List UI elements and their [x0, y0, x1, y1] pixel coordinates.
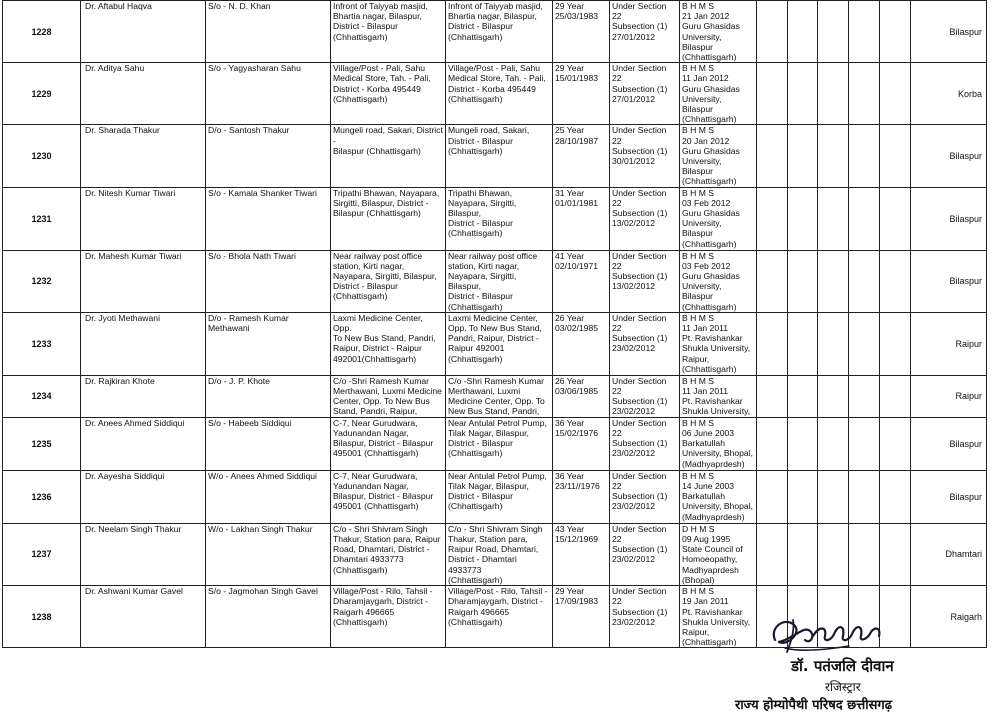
qualification-cell: B H M S 20 Jan 2012 Guru Ghasidas University, Bilaspur (Chhattisgarh): [680, 125, 757, 187]
age-dob-cell: 26 Year 03/02/1985: [553, 312, 610, 375]
registration-section-cell: Under Section 22 Subsection (1) 23/02/2012: [610, 523, 680, 585]
district-cell: Bilaspur: [911, 470, 987, 523]
registration-section-cell: Under Section 22 Subsection (1) 27/01/2012: [610, 63, 680, 125]
registrar-signature-block: [705, 612, 995, 713]
district-cell: Bilaspur: [911, 250, 987, 312]
age-dob-cell: 26 Year 03/06/1985: [553, 375, 610, 417]
blank-cell: [849, 1, 880, 63]
blank-cell: [757, 250, 788, 312]
registration-section-cell: Under Section 22 Subsection (1) 23/02/2012: [610, 375, 680, 417]
table-row: [3, 470, 987, 523]
name-cell: Dr. Aayesha Siddiqui: [81, 470, 206, 523]
address-permanent-cell: C/o - Shri Shivram Singh Thakur, Station para, Raipur Road, Dhamtari, District - Dhamtari 4933773 (Chhattisgarh): [331, 523, 446, 585]
table-row: [3, 417, 987, 470]
address-permanent-cell: C-7, Near Gurudwara, Yadunandan Nagar, Bilaspur, District - Bilaspur 495001 (Chhattisgarh): [331, 470, 446, 523]
address-permanent-cell: C/o -Shri Ramesh Kumar Merthawani, Luxmi Medicine Center, Opp. To New Bus Stand, Pandri, Raipur,: [331, 375, 446, 417]
address-permanent-cell: Near railway post office station, Kirti nagar, Nayapara, Sirgitti, Bilaspur, District - Bilaspur (Chhattisgarh): [331, 250, 446, 312]
blank-cell: [818, 250, 849, 312]
registration-section-cell: Under Section 22 Subsection (1) 13/02/2012: [610, 250, 680, 312]
address-present-cell: Infront of Taiyyab masjid, Bhartia nagar, Bilaspur, District - Bilaspur (Chhattisgarh): [446, 1, 553, 63]
qualification-cell: B H M S 06 June 2003 Barkatullah University, Bhopal, (Madhyaprdesh): [680, 417, 757, 470]
blank-cell: [788, 1, 818, 63]
address-present-cell: Tripathi Bhawan, Nayapara, Sirgitti, Bilaspur, District - Bilaspur (Chhattisgarh): [446, 187, 553, 250]
age-dob-cell: 29 Year 15/01/1983: [553, 63, 610, 125]
serial-number: 1234: [3, 375, 81, 417]
blank-cell: [880, 470, 911, 523]
blank-cell: [788, 63, 818, 125]
address-present-cell: C/o - Shri Shivram Singh Thakur, Station para, Raipur Road, Dhamtari, District - Dhamtari 4933773 (Chhattisgarh): [446, 523, 553, 585]
qualification-cell: B H M S 19 Jan 2011 Pt. Ravishankar Shukla University, Raipur, (Chhattisgarh): [680, 586, 757, 648]
address-permanent-cell: Infront of Taiyyab masjid, Bhartia nagar, Bilaspur, District - Bilaspur (Chhattisgarh): [331, 1, 446, 63]
registration-table: [2, 0, 987, 648]
blank-cell: [849, 417, 880, 470]
name-cell: Dr. Aftabul Haqva: [81, 1, 206, 63]
blank-cell: [788, 470, 818, 523]
relation-cell: W/o - Anees Ahmed Siddiqui: [206, 470, 331, 523]
qualification-cell: B H M S 11 Jan 2011 Pt. Ravishankar Shukla University,: [680, 375, 757, 417]
name-cell: Dr. Rajkiran Khote: [81, 375, 206, 417]
blank-cell: [849, 312, 880, 375]
blank-cell: [818, 187, 849, 250]
blank-cell: [880, 250, 911, 312]
table-row: [3, 375, 987, 417]
age-dob-cell: 43 Year 15/12/1969: [553, 523, 610, 585]
blank-cell: [818, 375, 849, 417]
blank-cell: [757, 417, 788, 470]
registration-section-cell: Under Section 22 Subsection (1) 27/01/2012: [610, 1, 680, 63]
blank-cell: [880, 187, 911, 250]
qualification-cell: B H M S 03 Feb 2012 Guru Ghasidas University, Bilaspur (Chhattisgarh): [680, 250, 757, 312]
blank-cell: [757, 375, 788, 417]
qualification-cell: D H M S 09 Aug 1995 State Council of Homoeopathy, Madhyaprdesh (Bhopal): [680, 523, 757, 585]
age-dob-cell: 29 Year 17/09/1983: [553, 586, 610, 648]
serial-number: 1228: [3, 1, 81, 63]
address-permanent-cell: Tripathi Bhawan, Nayapara, Sirgitti, Bilaspur, District - Bilaspur (Chhattisgarh): [331, 187, 446, 250]
blank-cell: [849, 250, 880, 312]
relation-cell: S/o - Yagyasharan Sahu: [206, 63, 331, 125]
name-cell: Dr. Nitesh Kumar Tiwari: [81, 187, 206, 250]
registrar-name: डॉ. पतंजलि दीवान: [791, 657, 894, 675]
address-permanent-cell: Mungeli road, Sakari, District - Bilaspur (Chhattisgarh): [331, 125, 446, 187]
blank-cell: [880, 63, 911, 125]
blank-cell: [757, 470, 788, 523]
relation-cell: D/o - Santosh Thakur: [206, 125, 331, 187]
district-cell: Bilaspur: [911, 125, 987, 187]
name-cell: Dr. Aditya Sahu: [81, 63, 206, 125]
relation-cell: D/o - Ramesh Kumar Methawani: [206, 312, 331, 375]
blank-cell: [818, 63, 849, 125]
blank-cell: [818, 523, 849, 585]
blank-cell: [788, 125, 818, 187]
blank-cell: [788, 312, 818, 375]
age-dob-cell: 31 Year 01/01/1981: [553, 187, 610, 250]
blank-cell: [788, 523, 818, 585]
blank-cell: [788, 187, 818, 250]
address-present-cell: C/o -Shri Ramesh Kumar Merthawani, Luxmi Medicine Center, Opp. To New Bus Stand, Pandri,: [446, 375, 553, 417]
registration-section-cell: Under Section 22 Subsection (1) 23/02/2012: [610, 586, 680, 648]
blank-cell: [880, 1, 911, 63]
serial-number: 1233: [3, 312, 81, 375]
district-cell: Raigarh: [911, 586, 987, 648]
blank-cell: [757, 523, 788, 585]
qualification-cell: B H M S 21 Jan 2012 Guru Ghasidas University, Bilaspur (Chhattisgarh): [680, 1, 757, 63]
blank-cell: [849, 125, 880, 187]
table-body: [3, 1, 987, 648]
serial-number: 1236: [3, 470, 81, 523]
blank-cell: [880, 417, 911, 470]
name-cell: Dr. Neelam Singh Thakur: [81, 523, 206, 585]
address-present-cell: Near Antulal Petrol Pump, Tilak Nagar, Bilaspur, District - Bilaspur (Chhattisgarh): [446, 417, 553, 470]
registration-section-cell: Under Section 22 Subsection (1) 23/02/2012: [610, 312, 680, 375]
serial-number: 1235: [3, 417, 81, 470]
age-dob-cell: 41 Year 02/10/1971: [553, 250, 610, 312]
blank-cell: [880, 125, 911, 187]
address-permanent-cell: Village/Post - Rilo, Tahsil - Dharamjaygarh, District - Raigarh 496665 (Chhattisgarh): [331, 586, 446, 648]
serial-number: 1229: [3, 63, 81, 125]
registration-section-cell: Under Section 22 Subsection (1) 30/01/2012: [610, 125, 680, 187]
table-row: [3, 523, 987, 585]
serial-number: 1238: [3, 586, 81, 648]
serial-number: 1230: [3, 125, 81, 187]
table-row: [3, 312, 987, 375]
blank-cell: [757, 312, 788, 375]
blank-cell: [849, 63, 880, 125]
district-cell: Raipur: [911, 375, 987, 417]
blank-cell: [788, 417, 818, 470]
age-dob-cell: 29 Year 25/03/1983: [553, 1, 610, 63]
blank-cell: [757, 63, 788, 125]
name-cell: Dr. Sharada Thakur: [81, 125, 206, 187]
relation-cell: D/o - J. P. Khote: [206, 375, 331, 417]
registration-section-cell: Under Section 22 Subsection (1) 23/02/2012: [610, 417, 680, 470]
blank-cell: [818, 417, 849, 470]
address-present-cell: Village/Post - Pali, Sahu Medical Store, Tah. - Pali, District - Korba 495449 (Chhattisgarh): [446, 63, 553, 125]
blank-cell: [849, 470, 880, 523]
qualification-cell: B H M S 03 Feb 2012 Guru Ghasidas University, Bilaspur (Chhattisgarh): [680, 187, 757, 250]
address-present-cell: Mungeli road, Sakari, District - Bilaspur (Chhattisgarh): [446, 125, 553, 187]
table-row: [3, 63, 987, 125]
address-permanent-cell: Village/Post - Pali, Sahu Medical Store, Tah. - Pali, District - Korba 495449 (Chhattisgarh): [331, 63, 446, 125]
district-cell: Raipur: [911, 312, 987, 375]
table-row: [3, 250, 987, 312]
address-present-cell: Village/Post - Rilo, Tahsil - Dharamjaygarh, District - Raigarh 496665 (Chhattisgarh): [446, 586, 553, 648]
name-cell: Dr. Ashwani Kumar Gavel: [81, 586, 206, 648]
blank-cell: [818, 470, 849, 523]
age-dob-cell: 36 Year 15/02/1976: [553, 417, 610, 470]
district-cell: Bilaspur: [911, 1, 987, 63]
qualification-cell: B H M S 11 Jan 2011 Pt. Ravishankar Shukla University, Raipur, (Chhattisgarh): [680, 312, 757, 375]
district-cell: Dhamtari: [911, 523, 987, 585]
relation-cell: S/o - Jagmohan Singh Gavel: [206, 586, 331, 648]
blank-cell: [849, 187, 880, 250]
qualification-cell: B H M S 11 Jan 2012 Guru Ghasidas University, Bilaspur (Chhattisgarh): [680, 63, 757, 125]
address-present-cell: Near Antulal Petrol Pump, Tilak Nagar, Bilaspur, District - Bilaspur (Chhattisgarh): [446, 470, 553, 523]
blank-cell: [788, 375, 818, 417]
blank-cell: [849, 375, 880, 417]
blank-cell: [818, 1, 849, 63]
blank-cell: [757, 125, 788, 187]
council-name: राज्य होम्योपैथी परिषद छत्तीसगढ़: [735, 698, 893, 713]
serial-number: 1232: [3, 250, 81, 312]
blank-cell: [757, 187, 788, 250]
age-dob-cell: 36 Year 23/11//1976: [553, 470, 610, 523]
district-cell: Korba: [911, 63, 987, 125]
blank-cell: [880, 523, 911, 585]
handwritten-signature: [765, 612, 905, 656]
district-cell: Bilaspur: [911, 187, 987, 250]
table-row: [3, 187, 987, 250]
age-dob-cell: 25 Year 28/10/1987: [553, 125, 610, 187]
serial-number: 1237: [3, 523, 81, 585]
district-cell: Bilaspur: [911, 417, 987, 470]
serial-number: 1231: [3, 187, 81, 250]
relation-cell: S/o - Habeeb Siddiqui: [206, 417, 331, 470]
relation-cell: S/o - Kamala Shanker Tiwari: [206, 187, 331, 250]
blank-cell: [818, 125, 849, 187]
table-row: [3, 125, 987, 187]
address-permanent-cell: Laxmi Medicine Center, Opp. To New Bus Stand, Pandri, Raipur, District - Raipur 492001(Chhattisgarh): [331, 312, 446, 375]
blank-cell: [849, 523, 880, 585]
relation-cell: S/o - Bhola Nath Tiwari: [206, 250, 331, 312]
name-cell: Dr. Mahesh Kumar Tiwari: [81, 250, 206, 312]
registration-section-cell: Under Section 22 Subsection (1) 23/02/2012: [610, 470, 680, 523]
qualification-cell: B H M S 14 June 2003 Barkatullah University, Bhopal, (Madhyaprdesh): [680, 470, 757, 523]
address-present-cell: Laxmi Medicine Center, Opp. To New Bus Stand, Pandri, Raipur, District - Raipur 492001 (Chhattisgarh): [446, 312, 553, 375]
relation-cell: S/o - N. D. Khan: [206, 1, 331, 63]
blank-cell: [880, 312, 911, 375]
blank-cell: [788, 250, 818, 312]
registration-section-cell: Under Section 22 Subsection (1) 13/02/2012: [610, 187, 680, 250]
blank-cell: [880, 375, 911, 417]
blank-cell: [818, 312, 849, 375]
table-row: [3, 1, 987, 63]
registrar-title: रजिस्ट्रार: [825, 680, 861, 694]
address-permanent-cell: C-7, Near Gurudwara, Yadunandan Nagar, Bilaspur, District - Bilaspur 495001 (Chhattisgarh): [331, 417, 446, 470]
address-present-cell: Near railway post office station, Kirti nagar, Nayapara, Sirgitti, Bilaspur, District - Bilaspur (Chhattisgarh): [446, 250, 553, 312]
name-cell: Dr. Jyoti Methawani: [81, 312, 206, 375]
name-cell: Dr. Anees Ahmed Siddiqui: [81, 417, 206, 470]
blank-cell: [757, 1, 788, 63]
relation-cell: W/o - Lakhan Singh Thakur: [206, 523, 331, 585]
